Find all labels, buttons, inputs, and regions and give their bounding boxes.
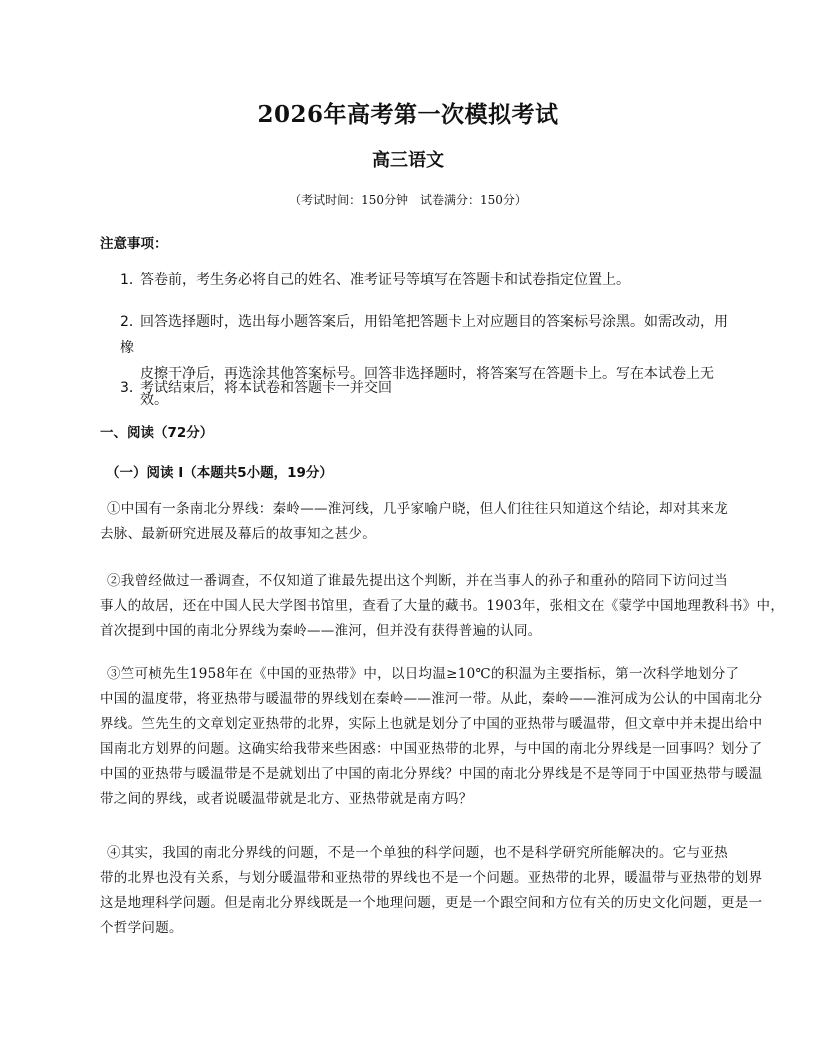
section-heading-reading: 一、阅读（72分） [100,425,214,441]
notice-item-1 [120,267,740,293]
exam-time-and-score: （考试时间：150分钟 试卷满分：150分） [289,193,527,207]
paragraph-line: 去脉、最新研究进展及幕后的故事知之甚少。 [100,526,376,542]
paragraph-line: ②我曾经做过一番调查，不仅知道了谁最先提出这个判断，并在当事人的孙子和重孙的陪同下访问过当 [107,573,728,589]
notice-heading: 注意事项： [100,236,168,252]
paragraph-line: 这是地理科学问题。但是南北分界线既是一个地理问题，更是一个跟空间和方位有关的历史文化问题，更是一 [100,895,763,911]
passage-paragraph-4 [100,841,763,941]
paragraph-line: 带的北界也没有关系，与划分暖温带和亚热带的界线也不是一个问题。亚热带的北界，暖温带与亚热带的划界 [100,870,763,886]
notice-item-number: 2． [120,314,143,330]
passage-paragraph-2 [100,569,785,644]
subsection-heading-reading-1: （一）阅读 I（本题共5小题，19分） [106,465,333,481]
paragraph-line: 带之间的界线，或者说暖温带就是北方、亚热带就是南方吗？ [100,791,473,807]
passage-paragraph-1 [100,497,748,547]
paragraph-line: 界线。竺先生的文章划定亚热带的北界，实际上也就是划分了中国的亚热带与暖温带，但文章中并未提出给中 [100,716,763,732]
notice-item-text: 答卷前，考生务必将自己的姓名、准考证号等填写在答题卡和试卷指定位置上。 [140,272,630,288]
paragraph-line: 个哲学问题。 [100,920,183,936]
paragraph-line: ④其实，我国的南北分界线的问题，不是一个单独的科学问题，也不是科学研究所能解决的。它与亚热 [107,845,728,861]
notice-item-text-continued: 皮擦干净后，再选涂其他答案标号。回答非选择题时，将答案写在答题卡上。写在本试卷上无效。 [140,366,714,408]
paragraph-line: ③竺可桢先生1958年在《中国的亚热带》中，以日均温≥10℃的积温为主要指标，第一次科学地划分了 [107,666,740,682]
paragraph-line: 国南北方划界的问题。这确实给我带来些困惑：中国亚热带的北界，与中国的南北分界线是一回事吗？划分了 [100,741,763,757]
notice-item-text: 回答选择题时，选出每小题答案后，用铅笔把答题卡上对应题目的答案标号涂黑。如需改动，用橡 [120,314,728,356]
paragraph-line: 事人的故居，还在中国人民大学图书馆里，查看了大量的藏书。1903年，张相文在《蒙学中国地理教科书》中， [100,598,785,614]
paragraph-line: 中国的温度带，将亚热带与暖温带的界线划在秦岭——淮河一带。从此，秦岭——淮河成为公认的中国南北分 [100,691,763,707]
paragraph-line: 首次提到中国的南北分界线为秦岭——淮河，但并没有获得普遍的认同。 [100,623,542,639]
notice-item-3 [120,375,740,401]
paragraph-line: ①中国有一条南北分界线：秦岭——淮河线，几乎家喻户晓，但人们往往只知道这个结论，却对其来龙 [107,501,728,517]
exam-title: 2026年高考第一次模拟考试 [257,101,559,128]
notice-item-number: 3． [120,380,143,396]
paragraph-line: 中国的亚热带与暖温带是不是就划出了中国的南北分界线？中国的南北分界线是不是等同于中国亚热带与暖温 [100,766,763,782]
exam-subject: 高三语文 [372,150,444,171]
notice-item-number: 1． [120,272,143,288]
passage-paragraph-3 [100,662,763,812]
notice-item-text: 考试结束后，将本试卷和答题卡一并交回 [140,380,392,396]
